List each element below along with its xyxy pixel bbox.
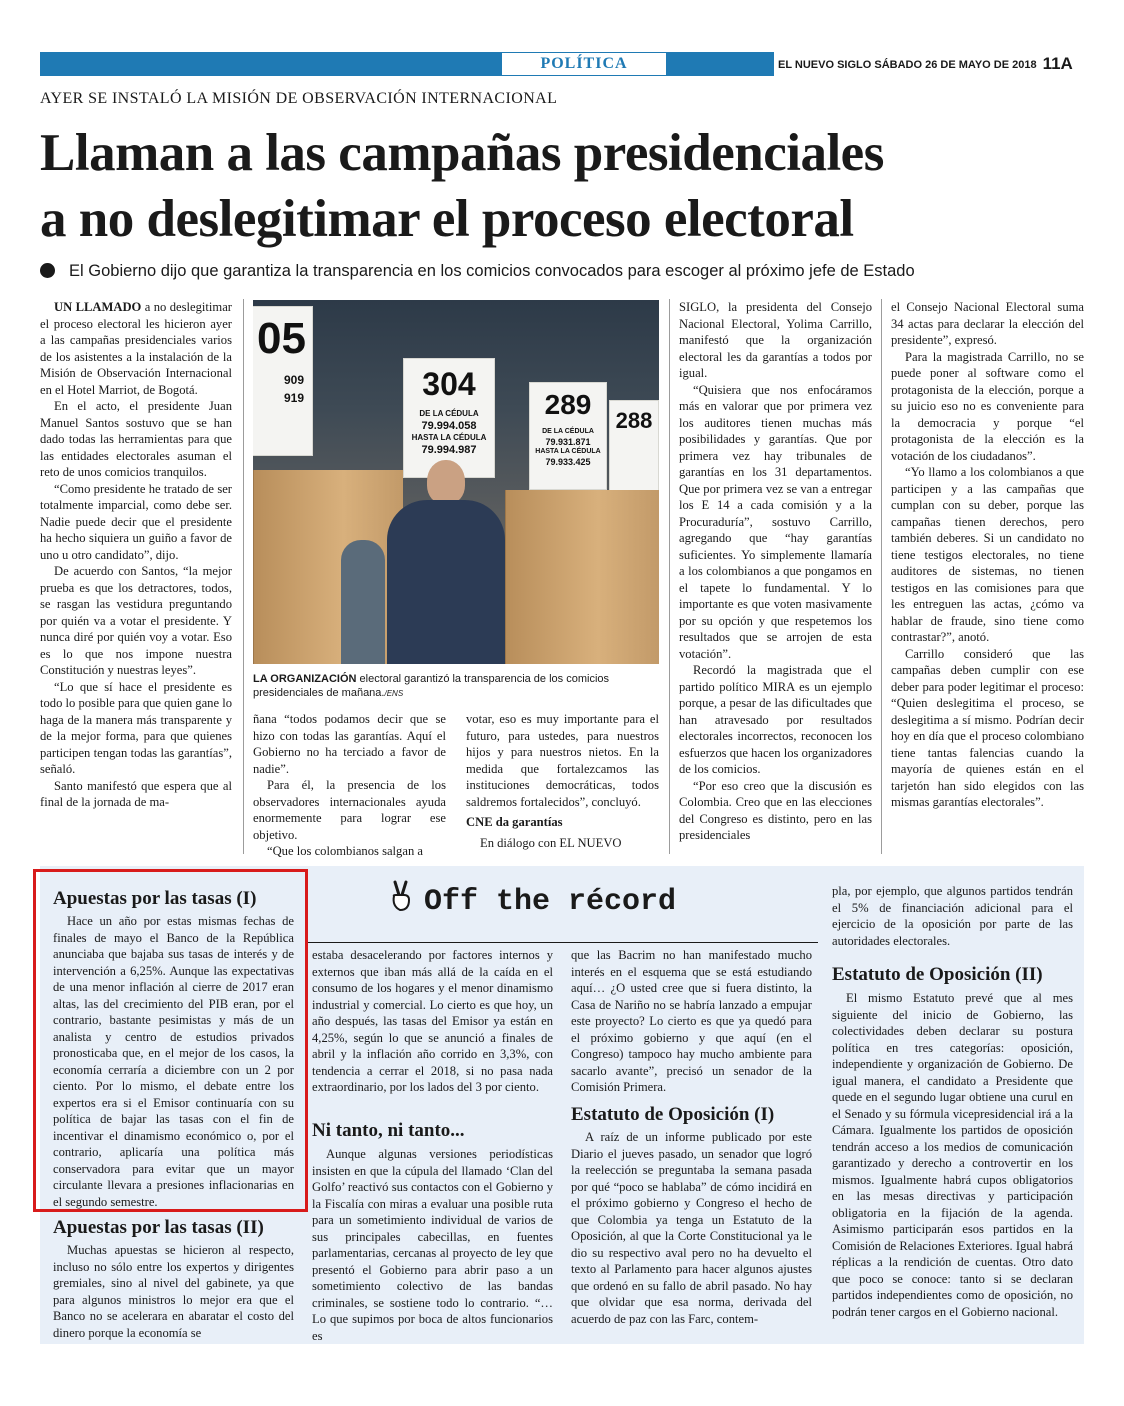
- box-text-continuation: pla, por ejemplo, que algunos partidos tendrán el 5% de financiación adicional para el ejercicio de la oposición por parte de las autoridades electorales.: [832, 884, 1073, 948]
- paragraph: Santo manifestó que espera que al final de la jornada de ma-: [40, 778, 232, 809]
- person-figure: [341, 540, 385, 664]
- box-text-tasas-1: Hace un año por estas mismas fechas de finales de mayo el Banco de la República anunciaba que bajaba sus tasas de interés y de intervención a 6,25%. Aunque las expectativas de una menor inflación al cierre de 2017 eran altas, las del crecimiento del PIB eran, por el contrario, bastante pesimistas y más de un analista y centro de estudios privados pronosticaba que, en el mejor de los casos, la economía cerraría a diciembre con un 2 por ciento. Por lo mismo, el debate entre los expertos era si el Emisor continuaría con su política de bajar las tasas con el fin de incentivar el dinamismo económico o, por el contrario, aplicaría una política más conservadora para evitar que un mayor circulante llevara a presiones inflacionarias en el segundo semestre.: [53, 914, 294, 1209]
- paragraph: Para la magistrada Carrillo, no se puede poner al software como el protagonista de la elección, porque a su juicio eso no es conveniente para la democracia y porque “el protagonista de la elección es la votación de los ciudadanos”.: [891, 349, 1084, 463]
- box-title-ni-tanto: Ni tanto, ni tanto...: [312, 1120, 465, 1141]
- column-divider: [881, 299, 882, 854]
- page-number: 11A: [1042, 54, 1073, 73]
- publication-date: EL NUEVO SIGLO SÁBADO 26 DE MAYO DE 2018: [778, 59, 1037, 71]
- voter-figure: [387, 460, 505, 664]
- column-divider: [669, 299, 670, 854]
- ballot-box-304: 304 DE LA CÉDULA 79.994.058 HASTA LA CÉDULA 79.994.987: [403, 358, 495, 478]
- box-title-estatuto-2: Estatuto de Oposición (II): [832, 964, 1043, 985]
- paragraph: ñana “todos podamos decir que se hizo con todas las garantías. Aquí el Gobierno no ha terciado a favor de nadie”.: [253, 712, 446, 776]
- box-title-tasas-1: Apuestas por las tasas (I): [53, 888, 257, 909]
- box-title-tasas-2: Apuestas por las tasas (II): [53, 1217, 264, 1238]
- off-the-record-label: Off the récord: [424, 885, 677, 919]
- column-divider: [243, 299, 244, 854]
- paragraph: En el acto, el presidente Juan Manuel Santos sostuvo que se han dado todas las herramientas para que las entidades electorales asuman el reto de unos comicios tranquilos.: [40, 399, 232, 479]
- paragraph: “Que los colombianos salgan a: [267, 844, 423, 858]
- paragraph: SIGLO, la presidenta del Consejo Nacional Electoral, Yolima Carrillo, manifestó que la organización electoral les da garantías a todos por igual.: [679, 300, 872, 380]
- paragraph: Carrillo consideró que las campañas deben cumplir con ese deber para poder legitimar el proceso: “Quien deslegitima el proceso, se deslegitima a sí mismo. Podrían decir hoy en día que el proceso colombiano tiene tantas falencias cuando la mayoría de quienes están en el tarjetón han sido elegidos con las mismas garantías electorales”.: [891, 646, 1084, 809]
- paragraph: “Por eso creo que la discusión es Colombia. Creo que en las elecciones del Congreso es distinto, pero en las presidenciales: [679, 778, 872, 842]
- headline: [40, 120, 1090, 252]
- paragraph: “Quisiera que nos enfocáramos más en valorar que por primera vez los auditores tienen muchas más posibilidades y garantías. Que por primera vez hay tribunales de garantías en los 31 departamentos. Que por primera vez se van a entregar los E 14 a cada comisión y a la Procuraduría”, sostuvo Carrillo, agregando que “hay garantías suficientes. Yo simplemente llamaría a los colombianos a que pongamos en el tapete lo fundamental. Y lo importante es que voten masivamente por su opción y que respetemos los resultados que se arrojen de esta votación”.: [679, 382, 872, 661]
- subhead-text: El Gobierno dijo que garantiza la transparencia en los comicios convocados para escoger al próximo jefe de Estado: [69, 262, 915, 280]
- box-text-continuation: estaba desacelerando por factores internos y externos que iban más allá de la caída en el consumo de los hogares y el menor dinamismo industrial y comercial. Lo cierto es que hoy, un año después, las tasas del Emisor ya están en 4,25%, según lo que se anunció a finales de abril y la inflación año corrido en 3,3%, con tendencia a cerrar el 2018, si no pasa nada extraordinario, por los lados del 3 por ciento.: [312, 948, 553, 1094]
- box-title-estatuto-1: Estatuto de Oposición (I): [571, 1104, 775, 1125]
- highlight-frame: [33, 869, 308, 1212]
- article-column-2: [253, 711, 446, 860]
- title-rule: [308, 942, 818, 943]
- ballot-box-left: 05 909 919: [253, 306, 313, 456]
- article-column-5: [891, 299, 1084, 811]
- article-column-3: [466, 711, 659, 851]
- off-the-record-title: [388, 880, 676, 919]
- victory-hand-icon: [388, 880, 414, 912]
- kicker: AYER SE INSTALÓ LA MISIÓN DE OBSERVACIÓN INTERNACIONAL: [40, 90, 558, 107]
- caption-text: electoral garantizó la transparencia de los comicios presidenciales de mañana.: [253, 673, 610, 699]
- paragraph: votar, eso es muy importante para el futuro, para ustedes, para nuestros hijos y para nuestros nietos. En la medida que fortalezcamos las instituciones democráticas, todos saldremos fortalecidos”, concluyó.: [466, 712, 659, 809]
- paragraph: “Como presidente he tratado de ser totalmente imparcial, como debe ser. Nadie puede decir que el presidente ha hecho siquiera un guiño a favor de uno u otro candidato”, dijo.: [40, 481, 232, 562]
- ballot-box-288: 288: [609, 400, 659, 494]
- article-column-1: [40, 299, 232, 811]
- headline-line-2: a no deslegitimar el proceso electoral: [40, 190, 854, 248]
- caption-label: LA ORGANIZACIÓN: [253, 673, 357, 685]
- box-text-tasas-2: Muchas apuestas se hicieron al respecto, incluso no sólo entre los expertos y dirigentes gremiales, sino al nivel del gabinete, ya que para algunos ministros lo mejor era que el Banco no se acelerara en abaratar el costo del dinero porque la economía se: [53, 1243, 294, 1340]
- ballot-box-289: 289 DE LA CÉDULA 79.931.871 HASTA LA CÉDULA 79.933.425: [529, 382, 607, 490]
- lead-in: UN LLAMADO: [54, 300, 142, 314]
- section-name: POLÍTICA: [502, 53, 666, 75]
- paragraph: De acuerdo con Santos, “la mejor prueba es que los detractores, todos, se rasgan las vestidura preguntando por quién va a votar el presidente. Y nunca diré por quién voy a votar. Eso es lo que nos impone nuestra Constitución y nuestras leyes”.: [40, 564, 232, 677]
- photo-credit: /ENS: [384, 689, 404, 698]
- subhead: [40, 262, 915, 281]
- publication-line: [774, 52, 1086, 76]
- box-text-estatuto-2: El mismo Estatuto prevé que al mes siguiente del inicio de Gobierno, las colectividades deben declarar su postura política en tres categorías: oposición, independiente y organización de Gobierno. De igual manera, el candidato a Presidente que quede en el segundo lugar obtiene una curul en el Senado y su fórmula vicepresidencial irá a la Cámara. Igualmente los partidos de oposición tendrán acceso a los medios de comunicación garantizado y derecho a controvertir en los mismos. Igualmente habrá cupos obligatorios en las mesas directivas y participación obligatoria en la fijación de la agenda. Asimismo participarán esos partidos en la Comisión de Relaciones Exteriores. Igual habrá réplicas a la rendición de cuentas. Otro dato que poco se conoce: tanto si se declaran partidos independientes como de oposición, no podrán tener cargos en el Gobierno nacional.: [832, 991, 1073, 1319]
- ballot-boxes-photo: [253, 300, 659, 664]
- article-column-4: [679, 299, 872, 844]
- paragraph: Recordó la magistrada que el partido político MIRA es un ejemplo porque, a pesar de las dificultades que han atravesado por resultados electorales incorrectos, reconocen los esfuerzos que hacen los organizadores de los comicios.: [679, 663, 872, 776]
- paragraph: el Consejo Nacional Electoral suma 34 actas para declarar la elección del presidente”, expresó.: [891, 300, 1084, 347]
- paragraph: En diálogo con EL NUEVO: [480, 835, 622, 850]
- paragraph-text: a no deslegitimar el proceso electoral les hicieron ayer a las campañas presidenciales varios de los asistentes a la instalación de la Misión de Observación Internacional en el Hotel Marriot, de Bogotá.: [40, 300, 232, 397]
- bullet-icon: [40, 263, 55, 278]
- paragraph: “Lo que sí hace el presidente es todo lo posible para que quien gane lo haga de la manera más transparente y de la mejor forma, para que quienes participen tengan todas las garantías”, señaló.: [40, 679, 233, 776]
- paragraph: Para él, la presencia de los observadores internacionales ayuda enormemente para lograr ese objetivo.: [253, 778, 446, 842]
- headline-line-1: Llaman a las campañas presidenciales: [40, 124, 884, 182]
- section-header-bar: [40, 52, 1084, 76]
- photo-caption: [253, 672, 659, 701]
- subtitle-cne: CNE da garantías: [466, 815, 563, 829]
- voting-booth: [505, 490, 659, 664]
- box-text-estatuto-1: A raíz de un informe publicado por este Diario el jueves pasado, un senador que logró la reelección se preguntaba la semana pasada por qué “poco se hablaba” de cómo incidirá en el próximo gobierno y Congreso el hecho de que Colombia ya tenga un Estatuto de la Oposición, al que la Corte Constitucional ya le dio su respectivo aval pero no ha devuelto el texto al Parlamento para hacer algunos ajustes que ordenó en su fallo de abril pasado. No hay que olvidar que esa norma, derivada del acuerdo de paz con las Farc, contem-: [571, 1130, 812, 1326]
- paragraph: “Yo llamo a los colombianos a que participen y a las campañas que cumplan con su deber, porque las campañas tienen derechos, pero también deberes. Si un candidato no tiene testigos electorales, no tiene auditores de sistemas, no tienen testigos en las comisiones para que les entreguen las actas, ¿cómo va hablar de fraude, sino tiene como contrastar?”, anotó.: [891, 465, 1084, 644]
- paragraph: [40, 299, 232, 398]
- box-text-ni-tanto: Aunque algunas versiones periodísticas insisten en que la cúpula del llamado ‘Clan del Golfo’ reactivó sus contactos con el Gobierno y la Fiscalía con miras a evaluar una posible ruta para un sometimiento individual de varios de sus principales cabecillas, en fuentes parlamentarias, cercanas al proyecto de ley que presentó el Gobierno para abrir paso a un sometimiento colectivo de las bandas criminales, se sostiene todo lo contrario. “… Lo que supimos por boca de altos funcionarios es: [312, 1147, 553, 1343]
- box-text-continuation: que las Bacrim no han manifestado mucho interés en el esquema que se está estudiando aquí… ¿O usted cree que si fuera distinto, la Casa de Nariño no se habría lanzado a empujar este proyecto? Lo cierto es que ya quedó para el próximo gobierno y que aquí (en el Congreso) tampoco hay mucho ambiente para sacarlo avante”, precisó un senador de la Comisión Primera.: [571, 948, 812, 1094]
